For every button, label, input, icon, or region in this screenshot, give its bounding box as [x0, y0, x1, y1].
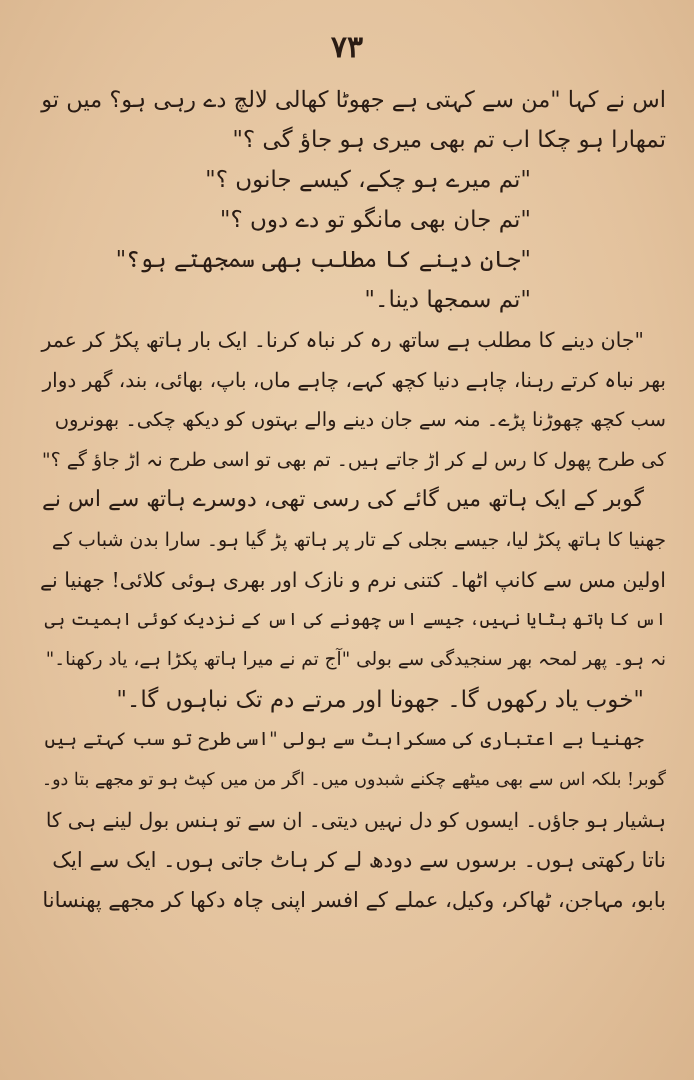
text-line: گوبر کے ایک ہاتھ میں گائے کی رسی تھی، دوسرے ہاتھ سے اس نے: [42, 487, 644, 512]
text-line: جھنیا بے اعتباری کی مسکراہٹ سے بولی "اسی طرح تو سب کہتے ہیں: [44, 729, 644, 750]
text-line: "جان دینے کا مطلب بھی سمجھتے ہو؟": [115, 247, 531, 273]
text-line: اس کا ہاتھ ہٹایا نہیں، جیسے اس چھونے کی اس کے نزدیک کوئی اہمیت ہی: [44, 610, 666, 630]
text-line: جھنیا کا ہاتھ پکڑ لیا، جیسے بجلی کے تار پر ہاتھ پڑ گیا ہو۔ سارا بدن شباب کے: [51, 529, 666, 551]
text-line: "تم سمجھا دینا۔": [364, 287, 531, 313]
text-line: نہ ہو۔ پھر لمحہ بھر سنجیدگی سے بولی "آج تم نے میرا ہاتھ پکڑا ہے، یاد رکھنا۔": [45, 649, 666, 670]
text-line: اولین مس سے کانپ اٹھا۔ کتنی نرم و نازک اور بھری ہوئی کلائی! جھنیا نے: [40, 568, 666, 592]
text-line: "جان دینے کا مطلب ہے ساتھ رہ کر نباہ کرنا۔ ایک بار ہاتھ پکڑ کر عمر: [41, 328, 644, 352]
page-body-text: [40, 80, 666, 920]
text-line: گوبر! بلکہ اس سے بھی میٹھے چکنے شبدوں میں۔ اگر من میں کپٹ ہو تو مجھے بتا دو۔: [41, 770, 666, 790]
text-line: بھر نباہ کرتے رہنا، چاہے دنیا کچھ کہے، چاہے ماں، باپ، بھائی، بند، گھر دوار: [42, 368, 666, 392]
page-number: ۷۳: [330, 30, 364, 65]
text-line: "تم میرے ہو چکے، کیسے جانوں ؟": [205, 167, 531, 193]
text-line: ہشیار ہو جاؤں۔ ایسوں کو دل نہیں دیتی۔ ان سے تو ہنس بول لینے ہی کا: [45, 808, 666, 832]
text-line: اس نے کہا "من سے کہتی ہے جھوٹا کھالی لالچ دے رہی ہو؟ میں تو: [41, 87, 666, 113]
text-line: کی طرح پھول کا رس لے کر اڑ جاتے ہیں۔ تم بھی تو اسی طرح نہ اڑ جاؤ گے ؟": [41, 449, 666, 471]
text-line: تمھارا ہو چکا اب تم بھی میری ہو جاؤ گی ؟": [232, 127, 666, 153]
text-line: بابو، مہاجن، ٹھاکر، وکیل، عملے کے افسر اپنی چاہ دکھا کر مجھے پھنسانا: [42, 888, 666, 912]
text-line: ناتا رکھتی ہوں۔ برسوں سے دودھ لے کر ہاٹ جاتی ہوں۔ ایک سے ایک: [52, 848, 666, 872]
text-line: "خوب یاد رکھوں گا۔ جھونا اور مرتے دم تک نباہوں گا۔": [116, 687, 644, 713]
text-line: "تم جان بھی مانگو تو دے دوں ؟": [219, 207, 531, 233]
text-line: سب کچھ چھوڑنا پڑے۔ منہ سے جان دینے والے بہتوں کو دیکھ چکی۔ بھونروں: [54, 408, 666, 431]
